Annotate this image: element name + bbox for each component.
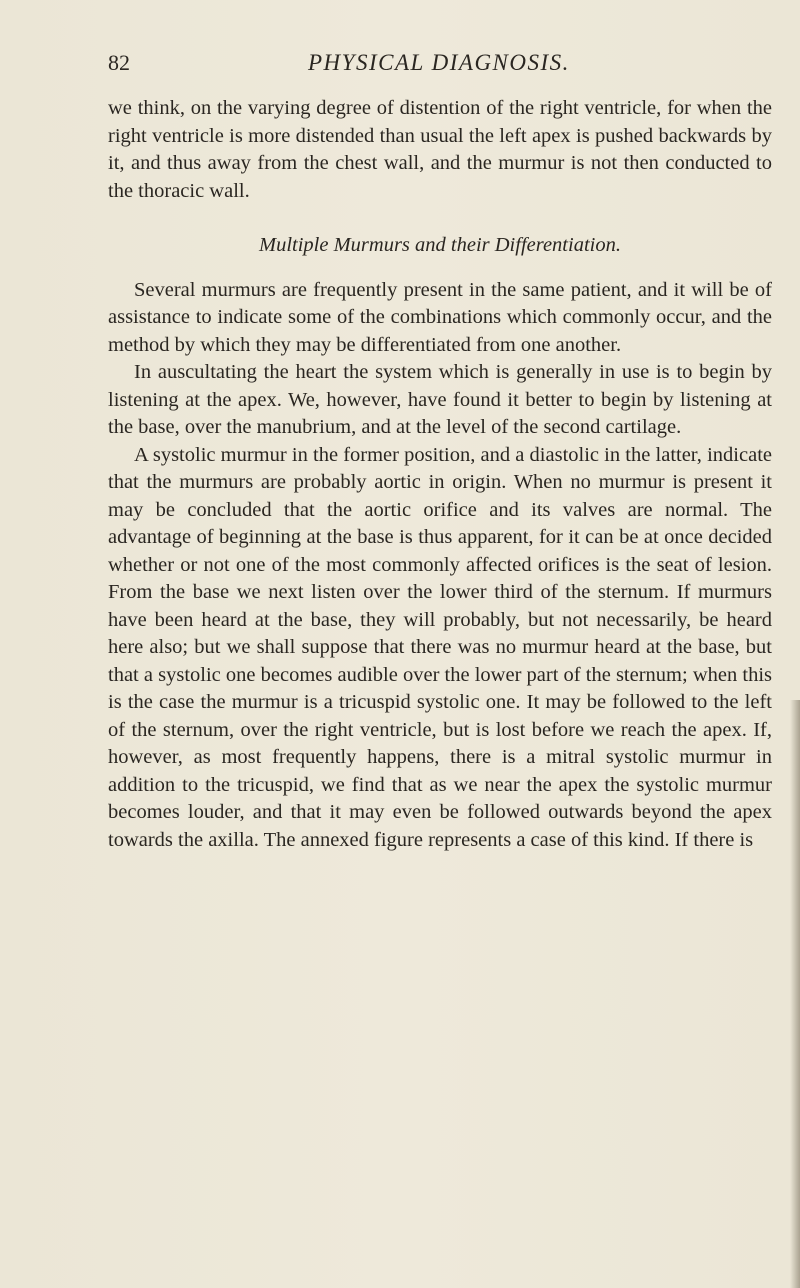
section-heading: Multiple Murmurs and their Differentiation. xyxy=(259,234,621,256)
paragraph: In auscultating the heart the system which is generally in use is to begin by listening at the apex. We, however, have found it better to begin by listening at the base, over the manubrium, and at the level of the second cartilage. xyxy=(108,361,772,438)
page-header xyxy=(108,50,772,84)
page-number: 82 xyxy=(108,50,130,75)
continuation-paragraph: we think, on the varying degree of distention of the right ventricle, for when the right ventricle is more distended than usual the left apex is pushed backwards by it, and thus away from the chest wall, and the murmur is not then conducted to the thoracic wall. xyxy=(108,97,772,202)
paragraph: Several murmurs are frequently present in the same patient, and it will be of assistance to indicate some of the combinations which commonly occur, and the method by which they may be differentiated from one another. xyxy=(108,278,772,356)
body-text xyxy=(108,95,772,854)
page-edge-shadow xyxy=(790,700,800,1288)
paragraph: A systolic murmur in the former position, and a diastolic in the latter, indicate that the murmurs are probably aortic in origin. When no murmur is present it may be concluded that the aortic orifice and its valves are normal. The advantage of beginning at the base is thus apparent, for it can be at once decided whether or not one of the most commonly affected orifices is the seat of lesion. From the base we next listen over the lower third of the sternum. If murmurs have been heard at the base, they will probably, but not necessarily, be heard here also; but we shall suppose that there was no murmur heard at the base, but that a systolic one becomes audible over the lower part of the sternum; when this is the case the murmur is a tricuspid systolic one. It may be followed to the left of the sternum, over the right ventricle, but is lost before we reach the apex. If, however, as most frequently happens, there is a mitral systolic murmur in addition to the tricuspid, we find that as we near the apex the systolic murmur becomes louder, and that it may even be followed outwards beyond the apex towards the axilla. The annexed figure represents a case of this kind. If there is xyxy=(108,443,772,851)
running-title: PHYSICAL DIAGNOSIS. xyxy=(308,50,570,75)
